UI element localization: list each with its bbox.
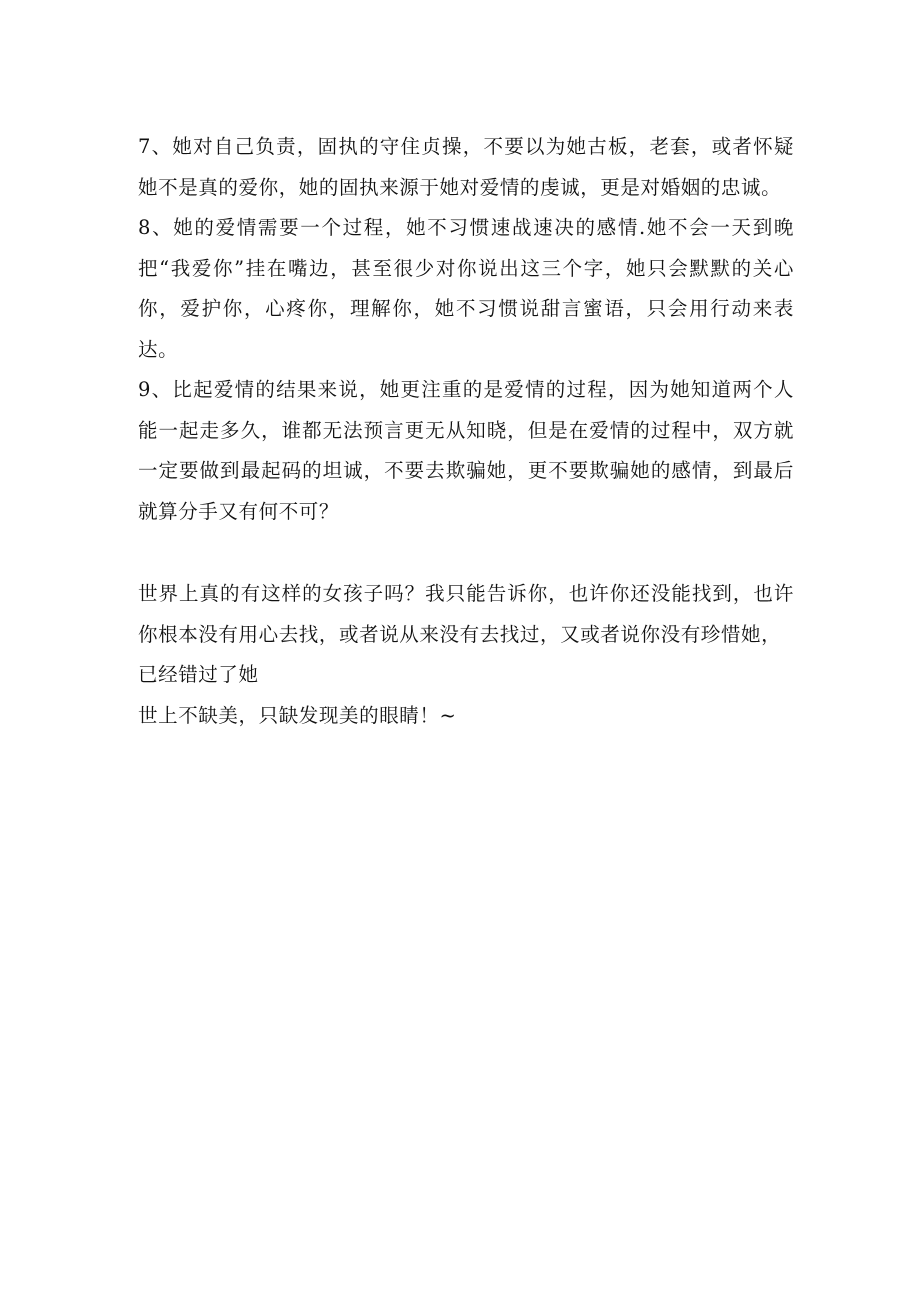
closing-tail: 已经错过了她 [138, 663, 259, 686]
document-body [138, 127, 794, 736]
final-line: 世上不缺美，只缺发现美的眼睛！~ [138, 703, 457, 727]
paragraph-gap [138, 532, 794, 574]
closing-paragraph: 世界上真的有这样的女孩子吗？我只能告诉你，也许你还没能找到，也许你根本没有用心去找，或者说从来没有去找过，又或者说你没有珍惜她， [138, 582, 794, 646]
paragraph-7: 7、她对自己负责，固执的守住贞操，不要以为她古板，老套，或者怀疑她不是真的爱你，她的固执来源于她对爱情的虔诚，更是对婚姻的忠诚。 [138, 135, 794, 199]
paragraph-8: 8、她的爱情需要一个过程，她不习惯速战速决的感情.她不会一天到晚把“我爱你”挂在嘴边，甚至很少对你说出这三个字，她只会默默的关心你，爱护你，心疼你，理解你，她不习惯说甜言蜜语，只会用行动来表达。 [138, 216, 794, 361]
paragraph-9: 9、比起爱情的结果来说，她更注重的是爱情的过程，因为她知道两个人能一起走多久，谁都无法预言更无从知晓，但是在爱情的过程中，双方就一定要做到最起码的坦诚，不要去欺骗她，更不要欺骗她的感情，到最后就算分手又有何不可？ [138, 378, 794, 523]
